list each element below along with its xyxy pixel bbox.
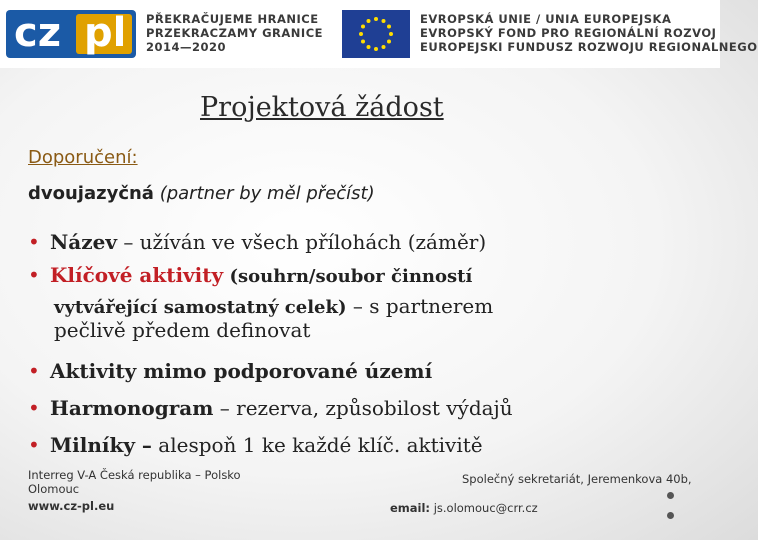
bullet-5-text: alespoň 1 ke každé klíč. aktivitě [158,433,483,457]
bullet-dot: • [28,396,40,420]
bullet-2-bold: (souhrn/soubor činností [229,266,473,287]
logo-cz-text: cz [14,10,61,56]
bullet-1-bold: Název [50,230,117,254]
bullet-milniky [28,433,483,457]
bullet-2-line3: pečlivě předem definovat [54,318,311,342]
footer-program: Interreg V-A Česká republika – Polsko [28,468,241,482]
corner-dot [667,512,674,519]
bullet-aktivity-mimo [28,359,432,383]
bullet-klicove-aktivity [28,263,472,287]
bullet-dot: • [28,359,40,383]
footer-web-link[interactable]: www.cz-pl.eu [28,499,115,513]
header-bar [0,0,758,68]
bullet-harmonogram [28,396,513,420]
footer-email-link[interactable]: js.olomouc@crr.cz [433,501,538,515]
cz-pl-logo [6,10,136,58]
bullet-2-line2-text: – s partnerem [352,294,494,318]
footer-secretariat: Společný sekretariát, Jeremenkova 40b, [462,472,692,486]
bullet-4-text: – rezerva, způsobilost výdajů [219,396,513,420]
bullet-2-red: Klíčové aktivity [50,263,224,287]
bullet-dot: • [28,230,40,254]
bullet-nazev [28,230,486,254]
bullet-3-bold: Aktivity mimo podporované území [50,359,433,383]
recommendation-italic: (partner by měl přečíst) [159,183,375,204]
footer-city: Olomouc [28,482,80,496]
bullet-dot: • [28,433,40,457]
corner-dot [667,492,674,499]
bullet-dot: • [28,263,40,287]
recommendation-label: Doporučení: [28,147,138,168]
footer-email-label: email: [390,501,431,515]
logo-pl-text: pl [84,10,127,56]
program-slogan: PŘEKRAČUJEME HRANICE PRZEKRACZAMY GRANICE 2014—2020 [146,12,323,54]
bullet-4-bold: Harmonogram [50,396,214,420]
footer-email [390,501,538,515]
eu-fund-text: EVROPSKÁ UNIE / UNIA EUROPEJSKA EVROPSKÝ FOND PRO REGIONÁLNÍ ROZVOJ EUROPEJSKI FUNDUSZ ROZWOJU REGIONALNEGO [420,12,758,54]
recommendation-bold: dvoujazyčná [28,183,154,204]
bullet-5-bold: Milníky – [50,433,152,457]
eu-flag-icon [342,10,410,58]
slide-title: Projektová žádost [200,92,444,123]
recommendation-line [28,183,375,204]
bullet-1-text: – užíván ve všech přílohách (záměr) [123,230,487,254]
bullet-2-line2 [54,294,493,318]
bullet-2-line2-bold: vytvářející samostatný celek) [54,297,347,318]
